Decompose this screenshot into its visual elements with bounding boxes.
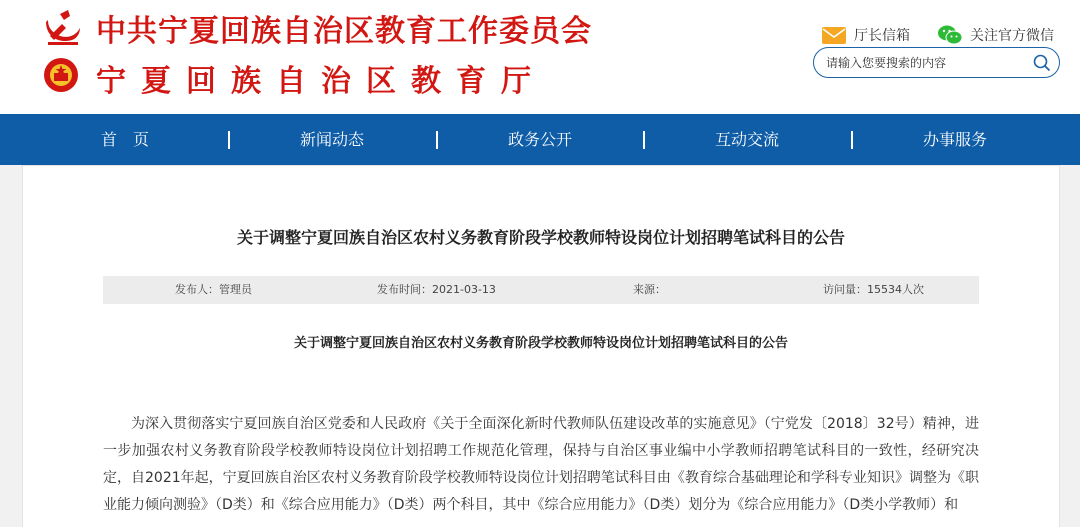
nav-divider: [643, 131, 645, 149]
follow-wechat-label: 关注官方微信: [970, 28, 1054, 44]
top-links: [822, 24, 1054, 46]
mail-icon: [822, 27, 846, 44]
party-emblem-icon: [40, 6, 82, 46]
department-title: 宁夏回族自治区教育厅: [96, 64, 546, 99]
article-title: 关于调整宁夏回族自治区农村义务教育阶段学校教师特设岗位计划招聘笔试科目的公告: [236, 228, 845, 247]
nav-divider: [851, 131, 853, 149]
national-emblem-icon: [42, 56, 80, 94]
article-body-paragraph: 为深入贯彻落实宁夏回族自治区党委和人民政府《关于全面深化新时代教师队伍建设改革的实施意见》（宁党发〔2018〕32号）精神，进一步加强农村义务教育阶段学校教师特设岗位计划招聘工作规范化管理，保持与自治区事业编中小学教师招聘笔试科目的一致性，经研究决定，自2021年起，宁夏回族自治区农村义务教育阶段学校教师特设岗位计划招聘笔试科目由《教育综合基础理论和学科专业知识》调整为《职业能力倾向测验》（D类）和《综合应用能力》（D类）两个科目，其中《综合应用能力》（D类）划分为《综合应用能力》（D类小学教师）和: [103, 416, 979, 513]
nav-item-services[interactable]: 办事服务: [922, 130, 987, 149]
nav-item-home[interactable]: 首 页: [100, 130, 149, 149]
director-mailbox-label: 厅长信箱: [854, 28, 910, 44]
meta-view-count: 访问量：15534人次: [823, 283, 924, 296]
director-mailbox-link[interactable]: [822, 25, 910, 45]
committee-title: 中共宁夏回族自治区教育工作委员会: [96, 14, 592, 49]
nav-divider: [436, 131, 438, 149]
meta-publisher: 发布人：管理员: [175, 283, 252, 296]
article-subtitle: 关于调整宁夏回族自治区农村义务教育阶段学校教师特设岗位计划招聘笔试科目的公告: [293, 336, 788, 351]
search-icon[interactable]: [1033, 54, 1051, 72]
site-header: [0, 0, 1080, 114]
nav-item-interaction[interactable]: 互动交流: [714, 130, 779, 149]
meta-source: 来源：: [633, 283, 666, 296]
meta-publish-date: 发布时间：2021-03-13: [377, 283, 496, 296]
nav-item-news[interactable]: 新闻动态: [299, 130, 364, 149]
article-card: [22, 165, 1060, 527]
nav-item-government-affairs[interactable]: 政务公开: [507, 130, 572, 149]
article-meta-bar: [103, 276, 979, 304]
search-box: [813, 47, 1060, 78]
search-input[interactable]: [826, 53, 1026, 73]
nav-divider: [228, 131, 230, 149]
wechat-icon: [938, 25, 962, 45]
main-nav: [0, 114, 1080, 165]
follow-wechat-link[interactable]: [938, 25, 1054, 45]
